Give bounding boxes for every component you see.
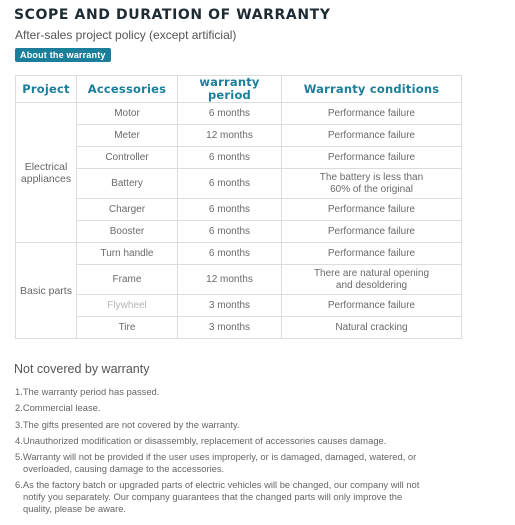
table-row [16,125,462,147]
list-item: 1.The warranty period has passed. [15,386,160,397]
accessory-cell: Charger [77,199,178,221]
header-project: Project [16,76,77,103]
period-cell: 3 months [178,295,282,317]
condition-cell: Performance failure [282,243,462,265]
accessory-cell: Tire [77,317,178,339]
condition-cell: Performance failure [282,103,462,125]
condition-cell: The battery is less than 60% of the original [282,169,462,199]
period-cell: 6 months [178,169,282,199]
condition-cell: Performance failure [282,295,462,317]
condition-cell: Performance failure [282,125,462,147]
condition-cell: Performance failure [282,221,462,243]
table-row [16,103,462,125]
condition-cell: Natural cracking [282,317,462,339]
list-item: 6.As the factory batch or upgraded parts of electric vehicles will be changed, our company will not notify you separately. Our company guarantees that the changed parts will only improve the quality, please be aware. [15,479,420,514]
list-item: 5.Warranty will not be provided if the user uses improperly, or is damaged, damaged, watered, or overloaded, causing damage to the accessories. [15,451,417,474]
list-item: 3.The gifts presented are not covered by the warranty. [15,418,240,430]
accessory-cell: Battery [77,169,178,199]
period-cell: 12 months [178,125,282,147]
not-covered-heading: Not covered by warranty [14,362,150,376]
not-covered-list [15,386,425,519]
header-warranty-period: warranty period [178,76,282,103]
period-cell: 6 months [178,103,282,125]
table-row [16,147,462,169]
table-row [16,265,462,295]
about-warranty-badge: About the warranty [15,48,111,62]
page-title: SCOPE AND DURATION OF WARRANTY [14,7,331,23]
period-cell: 6 months [178,199,282,221]
table-row [16,199,462,221]
period-cell: 6 months [178,243,282,265]
table-row [16,295,462,317]
period-cell: 12 months [178,265,282,295]
period-cell: 6 months [178,147,282,169]
accessory-cell: Frame [77,265,178,295]
header-accessories: Accessories [77,76,178,103]
header-warranty-conditions: Warranty conditions [282,76,462,103]
list-item: 2.Commercial lease. [15,402,101,414]
accessory-cell: Motor [77,103,178,125]
condition-cell: Performance failure [282,147,462,169]
accessory-cell: Controller [77,147,178,169]
table-row [16,243,462,265]
page-subtitle: After-sales project policy (except artificial) [15,28,237,42]
accessory-cell: Turn handle [77,243,178,265]
table-row [16,221,462,243]
table-row [16,317,462,339]
period-cell: 3 months [178,317,282,339]
list-item: 4.Unauthorized modification or disassembly, replacement of accessories causes damage. [15,434,387,446]
period-cell: 6 months [178,221,282,243]
table-header-row [16,76,462,103]
table-row [16,169,462,199]
warranty-table [15,75,462,339]
group-cell-electrical: Electrical appliances [16,103,77,243]
condition-cell: Performance failure [282,199,462,221]
condition-cell: There are natural opening and desoldering [282,265,462,295]
accessory-cell: Meter [77,125,178,147]
accessory-cell: Booster [77,221,178,243]
group-cell-basic-parts: Basic parts [16,243,77,339]
accessory-cell: Flywheel [77,295,178,317]
